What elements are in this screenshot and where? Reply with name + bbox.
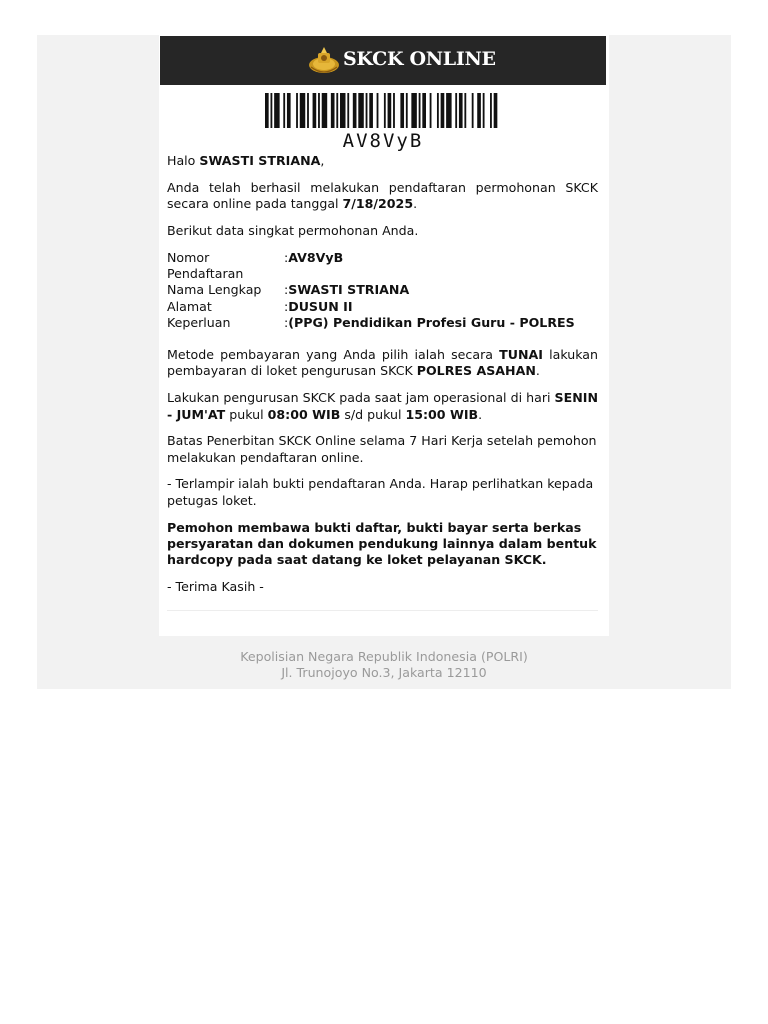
email-background [37, 35, 731, 689]
detail-value: DUSUN II [288, 298, 353, 314]
schedule-days: SENIN - JUM'AT [167, 390, 598, 422]
email-body [167, 153, 598, 606]
header-banner [160, 36, 606, 85]
detail-label: Nomor Pendaftaran [167, 249, 244, 281]
detail-row: Nomor Pendaftaran :AV8VyB [167, 249, 344, 281]
header-title: SKCK ONLINE [343, 48, 496, 70]
schedule-end: 15:00 WIB [405, 406, 479, 422]
detail-label: Keperluan [167, 314, 231, 330]
notice-paragraph: Pemohon membawa bukti daftar, bukti bayar serta berkas persyaratan dan dokumen pendukung lainnya dalam bentuk hardcopy pada saat datang ke loket pelayanan SKCK. [167, 519, 597, 568]
schedule-start: 08:00 WIB [267, 406, 341, 422]
detail-row: Nama Lengkap :SWASTI STRIANA [167, 282, 410, 298]
footer [37, 649, 731, 682]
footer-address: Jl. Trunojoyo No.3, Jakarta 12110 [281, 665, 487, 681]
barcode-code: AV8VyB [342, 130, 424, 152]
police-emblem-icon [308, 45, 340, 75]
summary-text: Berikut data singkat permohonan Anda. [167, 222, 419, 238]
deadline-paragraph: Batas Penerbitan SKCK Online selama 7 Hari Kerja setelah pemohon melakukan pendaftaran online. [167, 433, 597, 465]
greeting: Halo SWASTI STRIANA, [167, 153, 325, 168]
detail-value: (PPG) Pendidikan Profesi Guru - POLRES [288, 314, 575, 330]
applicant-name: SWASTI STRIANA [199, 153, 321, 168]
schedule-paragraph: Lakukan pengurusan SKCK pada saat jam operasional di hari SENIN - JUM'AT pukul 08:00 WIB s/d pukul 15:00 WIB. [167, 390, 598, 422]
payment-office: POLRES ASAHAN [416, 363, 536, 379]
email-card [159, 35, 609, 636]
details-table [167, 250, 598, 331]
payment-method: TUNAI [499, 347, 543, 363]
detail-value: SWASTI STRIANA [288, 282, 410, 298]
footer-org: Kepolisian Negara Republik Indonesia (POLRI) [240, 649, 528, 664]
attachment-paragraph: - Terlampir ialah bukti pendaftaran Anda. Harap perlihatkan kepada petugas loket. [167, 476, 594, 508]
barcode [265, 93, 501, 128]
registration-date: 7/18/2025 [342, 196, 414, 212]
detail-label: Nama Lengkap [167, 282, 262, 298]
detail-row: Keperluan :(PPG) Pendidikan Profesi Guru - POLRES [167, 314, 575, 330]
closing-text: - Terima Kasih - [167, 578, 264, 594]
detail-label: Alamat [167, 298, 212, 314]
divider [167, 610, 598, 611]
detail-value: AV8VyB [288, 249, 344, 265]
detail-row: Alamat :DUSUN II [167, 298, 353, 314]
payment-paragraph: Metode pembayaran yang Anda pilih ialah secara TUNAI lakukan pembayaran di loket pengurusan SKCK POLRES ASAHAN. [167, 347, 598, 379]
intro-paragraph: Anda telah berhasil melakukan pendaftaran permohonan SKCK secara online pada tanggal 7/18/2025. [167, 179, 598, 212]
